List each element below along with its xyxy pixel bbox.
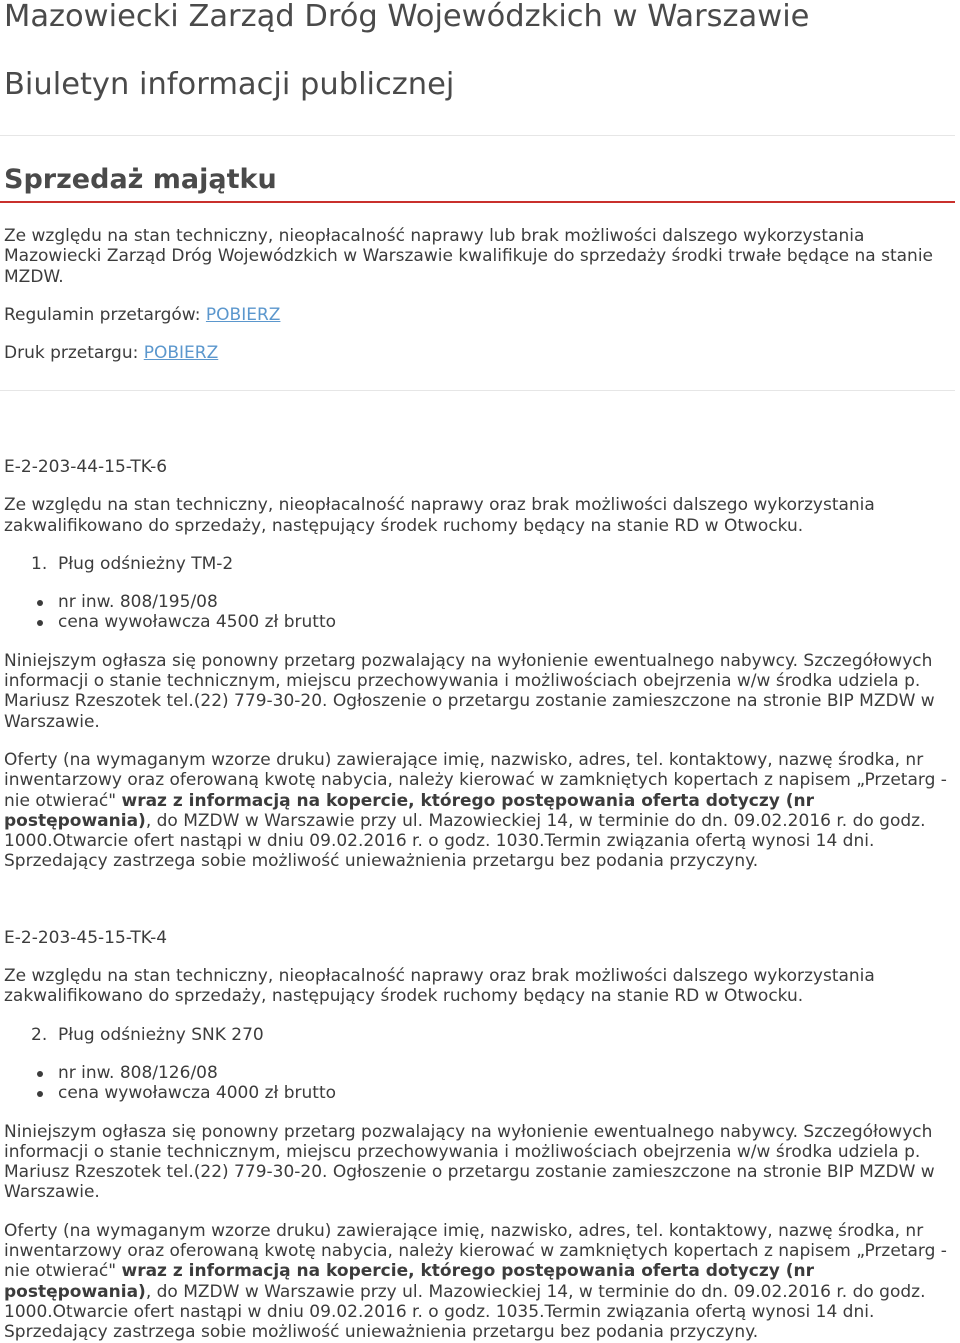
regulamin-download-link[interactable]: POBIERZ [205,304,281,325]
detail-starting-price [58,612,958,632]
item-entry [31,553,958,574]
item-description: Ze względu na stan techniczny, nieopłacalność naprawy oraz brak możliwości dalszego wykorzystania zakwalifikowano do sprzedaży, następujący środek ruchomy będący na stanie RD w Otwocku. [4,966,875,1007]
detail-text: cena wywoławcza 4000 zł brutto [58,1083,337,1104]
offer-terms-emphasis: wraz z informacją na kopercie, którego postępowania oferta dotyczy (nr postępowania) [4,1261,815,1302]
offer-terms-text: Oferty (na wymaganym wzorze druku) zawierające imię, nazwisko, adres, tel. kontaktowy, nazwę środka, nr inwentarzowy oraz oferowaną kwotę nabycia, należy kierować w zamkniętych kopertach z napisem „Przetarg - nie otwierać" [4,1220,947,1282]
item-name: Pług odśnieżny SNK 270 [58,1024,264,1045]
druk-download-link[interactable]: POBIERZ [143,343,219,364]
detail-starting-price [58,1083,958,1103]
detail-inventory-number [58,1063,958,1083]
item-number: 2. [31,1024,48,1045]
section-divider [0,390,955,391]
item-code: E-2-203-45-15-TK-4 [4,927,168,948]
item-list [4,554,958,574]
item-number: 1. [31,553,48,574]
download-label: Regulamin przetargów: [4,304,201,325]
detail-text: cena wywoławcza 4500 zł brutto [58,612,337,633]
bullet-marker [37,1071,43,1077]
item-offer-terms [4,1221,958,1343]
sale-item [4,457,958,872]
item-notice: Niniejszym ogłasza się ponowny przetarg pozwalający na wyłonienie ewentualnego nabywcy. Szczegółowych informacji o stanie technicznym, miejscu przechowywania i możliwościach obejrzenia w/w środka udziela p. Mariusz Rzeszotek tel.(22) 779-30-20. Ogłoszenie o przetargu zostanie zamieszczone na stronie BIP MZDW w Warszawie. [4,650,935,732]
offer-terms-emphasis: wraz z informacją na kopercie, którego postępowania oferta dotyczy (nr postępowania) [4,790,815,831]
item-offer-terms [4,750,958,872]
item-details [4,592,958,633]
detail-inventory-number [58,592,958,612]
section-intro: Ze względu na stan techniczny, nieopłacalność naprawy lub brak możliwości dalszego wykorzystania Mazowiecki Zarząd Dróg Wojewódzkich w Warszawie kwalifikuje do sprzedaży środki trwałe będące na stanie MZDW. [4,226,934,287]
item-entry [31,1024,958,1045]
offer-terms-text: , do MZDW w Warszawie przy ul. Mazowieckiej 14, w terminie do dn. 09.02.2016 r. do godz. 1000.Otwarcie ofert nastąpi w dniu 09.02.2016 r. o godz. 1035.Termin związania ofertą wynosi 14 dni. Sprzedający zastrzega sobie możliwość unieważnienia przetargu bez podania przyczyny. [4,1281,926,1343]
download-label: Druk przetargu: [4,343,139,364]
download-row-druk [4,343,958,363]
item-list [4,1025,958,1045]
header-divider [0,135,955,136]
bullet-marker [37,600,43,606]
detail-text: nr inw. 808/195/08 [58,592,218,613]
site-title: Mazowiecki Zarząd Dróg Wojewódzkich w Warszawie [4,0,810,34]
offer-terms-text: , do MZDW w Warszawie przy ul. Mazowieckiej 14, w terminie do dn. 09.02.2016 r. do godz. 1000.Otwarcie ofert nastąpi w dniu 09.02.2016 r. o godz. 1030.Termin związania ofertą wynosi 14 dni. Sprzedający zastrzega sobie możliwość unieważnienia przetargu bez podania przyczyny. [4,810,926,872]
item-notice: Niniejszym ogłasza się ponowny przetarg pozwalający na wyłonienie ewentualnego nabywcy. Szczegółowych informacji o stanie technicznym, miejscu przechowywania i możliwościach obejrzenia w/w środka udziela p. Mariusz Rzeszotek tel.(22) 779-30-20. Ogłoszenie o przetargu zostanie zamieszczone na stronie BIP MZDW w Warszawie. [4,1121,935,1203]
detail-text: nr inw. 808/126/08 [58,1062,218,1083]
sale-item [4,928,958,1343]
item-description: Ze względu na stan techniczny, nieopłacalność naprawy oraz brak możliwości dalszego wykorzystania zakwalifikowano do sprzedaży, następujący środek ruchomy będący na stanie RD w Otwocku. [4,495,875,536]
offer-terms-text: Oferty (na wymaganym wzorze druku) zawierające imię, nazwisko, adres, tel. kontaktowy, nazwę środka, nr inwentarzowy oraz oferowaną kwotę nabycia, należy kierować w zamkniętych kopertach z napisem „Przetarg - nie otwierać" [4,749,947,811]
bullet-marker [37,620,43,626]
item-details [4,1063,958,1104]
bullet-marker [37,1091,43,1097]
item-name: Pług odśnieżny TM-2 [58,553,234,574]
section-title: Sprzedaż majątku [0,164,955,203]
site-subtitle: Biuletyn informacji publicznej [4,67,455,102]
download-row-regulamin [4,305,958,325]
item-code: E-2-203-44-15-TK-6 [4,456,168,477]
